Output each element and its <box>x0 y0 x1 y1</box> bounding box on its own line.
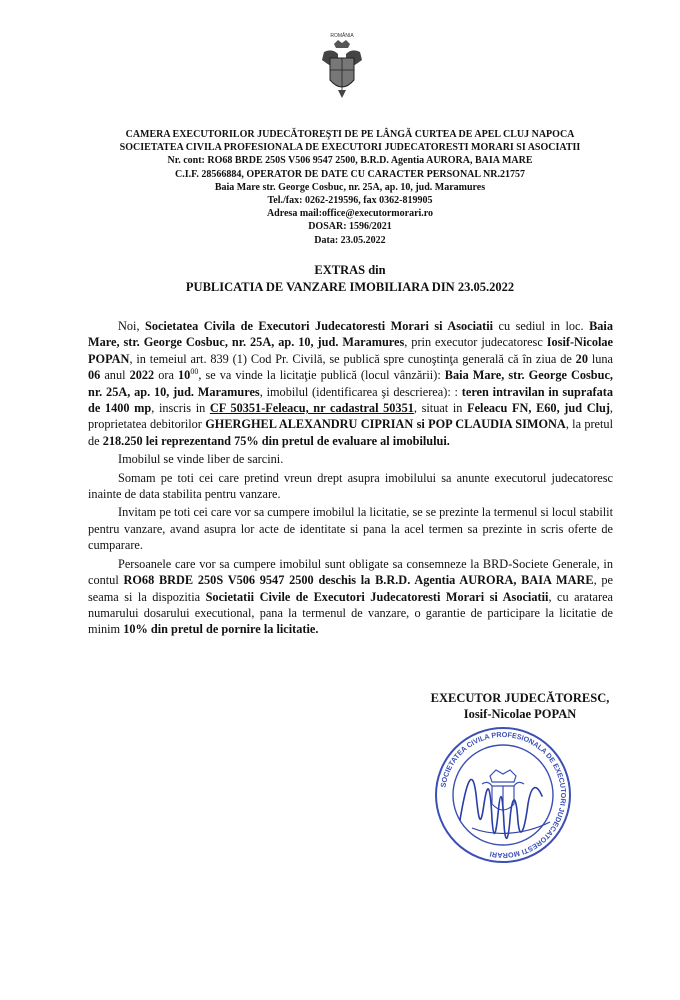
header-line: Nr. cont: RO68 BRDE 250S V506 9547 2500, B.R.D. Agentia AURORA, BAIA MARE <box>167 155 533 167</box>
stamp-text: SOCIETATEA CIVILA PROFESIONALA DE EXECUTORI JUDECATORESTI MORARI <box>438 729 569 861</box>
official-stamp <box>432 724 574 866</box>
paragraph-announcement: Noi, Societatea Civila de Executori Judecatoresti Morari si Asociatii cu sediul in loc. Baia Mare, str. George Cosbuc, nr. 25A, ap. 10, jud. Maramures, prin executor judecatoresc Iosif-Nicolae POPAN, in temeiul art. 839 (1) Cod Pr. Civilă, se publică spre cunoştinţa generală că în ziua de 20 luna 06 anul 2022 ora $10^{00}$, se va vinde la licitaţie publică (locul vânzării): Baia Mare, str. George Cosbuc, nr. 25A, ap. 10, jud. Maramures, imobilul (identificarea şi descrierea): : teren intravilan in suprafata de 1400 mp, inscris in CF 50351-Feleacu, nr cadastral 50351, situat in Feleacu FN, E60, jud Cluj, proprietatea debitorilor GHERGHEL ALEXANDRU CIPRIAN si POP CLAUDIA SIMONA, la pretul de 218.250 lei reprezentand 75% din pretul de evaluare al imobilului. <box>88 319 614 448</box>
paragraph-summons: Somam pe toti cei care pretind vreun drept asupra imobilului sa anunte executorul judecatoresc inainte de data stabilita pentru vanzare. <box>88 470 613 502</box>
header-line: Adresa mail:office@executormorari.ro <box>266 208 434 220</box>
dossier-number: DOSAR: 1596/2021 <box>308 221 392 233</box>
header-line: C.I.F. 28566884, OPERATOR DE DATE CU CARACTER PERSONAL NR.21757 <box>175 168 525 180</box>
signatory-name: Iosif-Nicolae POPAN <box>463 707 577 721</box>
paragraph-encumbrance: Imobilul se vinde liber de sarcini. <box>118 452 284 467</box>
header-line: SOCIETATEA CIVILA PROFESIONALA DE EXECUTORI JUDECATORESTI MORARI SI ASOCIATII <box>119 142 581 154</box>
title-line: EXTRAS din <box>314 263 386 277</box>
cadastral-reference: CF 50351-Feleacu, nr cadastral 50351 <box>209 401 414 416</box>
signature-block <box>400 690 640 722</box>
coat-of-arms-logo <box>318 30 366 102</box>
header-line: Tel./fax: 0262-219596, fax 0362-819905 <box>267 195 433 207</box>
paragraph-invitation: Invitam pe toti cei care vor sa cumpere imobilul la licitatie, se se prezinte la termenul si locul stabilit pentru vanzare, avand asupra lor acte de identitate si pana la acel termen sa prezinte in scris oferte de cumparare. <box>88 505 613 553</box>
institution-header <box>60 128 640 247</box>
paragraph-guarantee: Persoanele care vor sa cumpere imobilul sunt obligate sa consemneze la BRD-Societe Generale, in contul RO68 BRDE 250S V506 9547 2500 deschis la B.R.D. Agentia AURORA, BAIA MARE, pe seama si la dispozitia Societatii Civile de Executori Judecatoresti Morari si Asociatii, cu aratarea numarului dosarului executional, pana la termenul de vanzare, o garantie de participare la licitatie de minim 10% din pretul de pornire la licitatie. <box>88 556 613 637</box>
crest-label: ROMÂNIA <box>330 33 354 39</box>
document-title <box>60 262 640 296</box>
header-line: Baia Mare str. George Cosbuc, nr. 25A, ap. 10, jud. Maramures <box>214 181 486 193</box>
document-date: Data: 23.05.2022 <box>314 234 386 246</box>
title-line: PUBLICATIA DE VANZARE IMOBILIARA DIN 23.05.2022 <box>185 280 515 294</box>
document-body <box>88 318 613 640</box>
header-line: CAMERA EXECUTORILOR JUDECĂTOREŞTI DE PE LÂNGĂ CURTEA DE APEL CLUJ NAPOCA <box>125 129 575 140</box>
signatory-title: EXECUTOR JUDECĂTORESC, <box>430 691 610 705</box>
